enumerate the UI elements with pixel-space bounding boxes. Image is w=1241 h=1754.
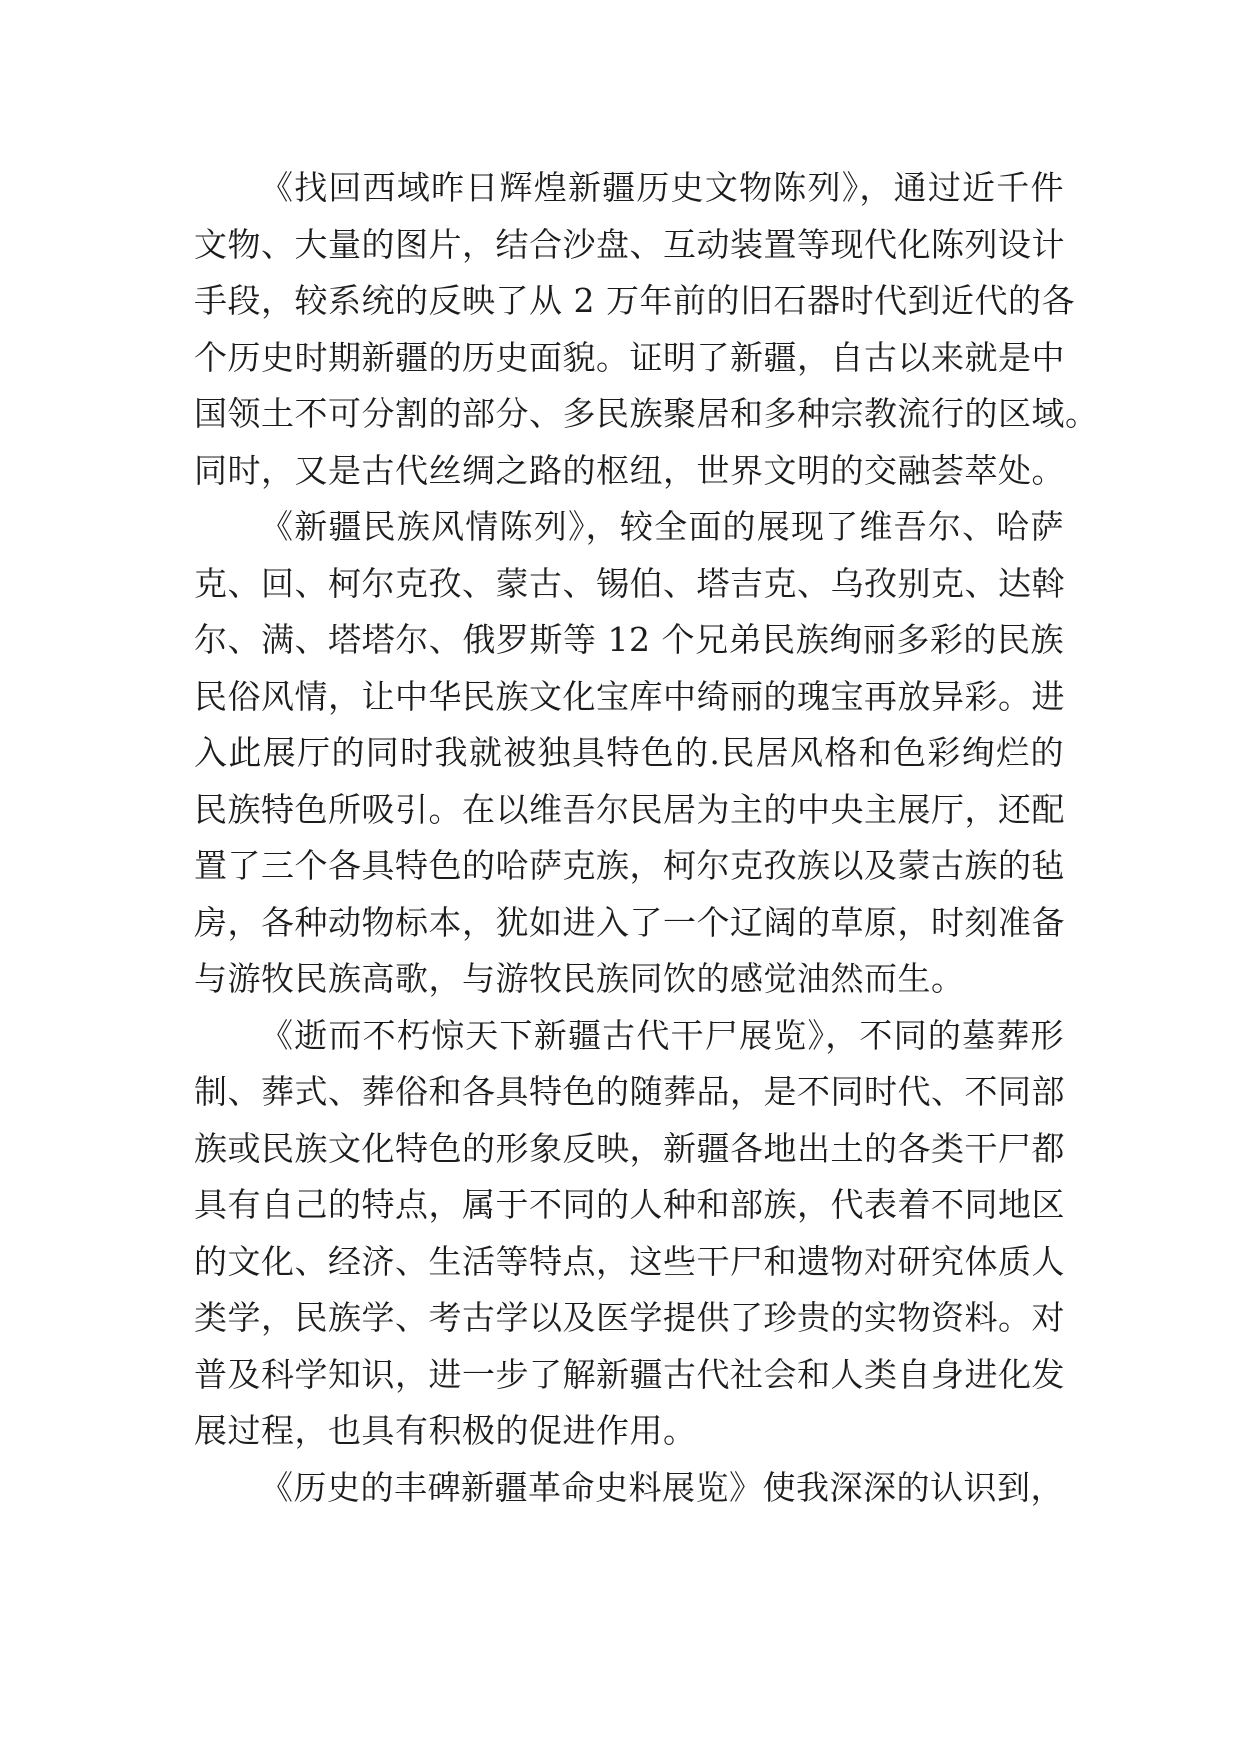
text-line: 国领土不可分割的部分、多民族聚居和多种宗教流行的区域。 [194,394,1099,433]
text-line: 制、葬式、葬俗和各具特色的随葬品，是不同时代、不同部 [194,1072,1065,1111]
text-line: 手段，较系统的反映了从 2 万年前的旧石器时代到近代的各 [194,281,1075,320]
text-line: 置了三个各具特色的哈萨克族，柯尔克孜族以及蒙古族的毡 [194,846,1065,885]
text-line: 房，各种动物标本，犹如进入了一个辽阔的草原，时刻准备 [194,902,1065,942]
text-line: 的文化、经济、生活等特点，这些干尸和遗物对研究体质人 [194,1241,1065,1281]
text-line: 族或民族文化特色的形象反映，新疆各地出土的各类干尸都 [194,1128,1065,1168]
text-line: 个历史时期新疆的历史面貌。证明了新疆，自古以来就是中 [194,337,1065,377]
text-line: 尔、满、塔塔尔、俄罗斯等 12 个兄弟民族绚丽多彩的民族 [194,620,1064,659]
text-line: 入此展厅的同时我就被独具特色的.民居风格和色彩绚烂的 [194,733,1064,772]
paragraph-ethnic-customs [194,499,1064,1008]
text-line: 与游牧民族高歌，与游牧民族同饮的感觉油然而生。 [194,959,965,998]
text-line: 《历史的丰碑新疆革命史料展览》使我深深的认识到， [260,1467,1064,1507]
text-line: 同时，又是古代丝绸之路的枢纽，世界文明的交融荟萃处。 [194,450,1065,490]
text-line: 展过程，也具有积极的促进作用。 [194,1411,697,1450]
text-line: 普及科学知识，进一步了解新疆古代社会和人类自身进化发 [194,1354,1065,1394]
text-line: 《找回西域昨日辉煌新疆历史文物陈列》，通过近千件 [260,168,1064,207]
paragraph-ancient-mummies [194,1008,1064,1460]
body-text [194,160,1099,1516]
text-line: 民族特色所吸引。在以维吾尔民居为主的中央主展厅，还配 [194,789,1065,829]
text-line: 文物、大量的图片，结合沙盘、互动装置等现代化陈列设计 [194,224,1065,264]
text-line: 类学，民族学、考古学以及医学提供了珍贵的实物资料。对 [194,1298,1065,1337]
text-line: 民俗风情，让中华民族文化宝库中绮丽的瑰宝再放异彩。进 [194,676,1065,716]
text-line: 《逝而不朽惊天下新疆古代干尸展览》，不同的墓葬形 [260,1015,1064,1055]
text-line: 具有自己的特点，属于不同的人种和部族，代表着不同地区 [194,1185,1065,1224]
paragraph-history-relics [194,160,1099,499]
text-line: 《新疆民族风情陈列》，较全面的展现了维吾尔、哈萨 [260,507,1064,546]
text-line: 克、回、柯尔克孜、蒙古、锡伯、塔吉克、乌孜别克、达斡 [194,563,1065,603]
paragraph-revolution-history [194,1460,1064,1517]
